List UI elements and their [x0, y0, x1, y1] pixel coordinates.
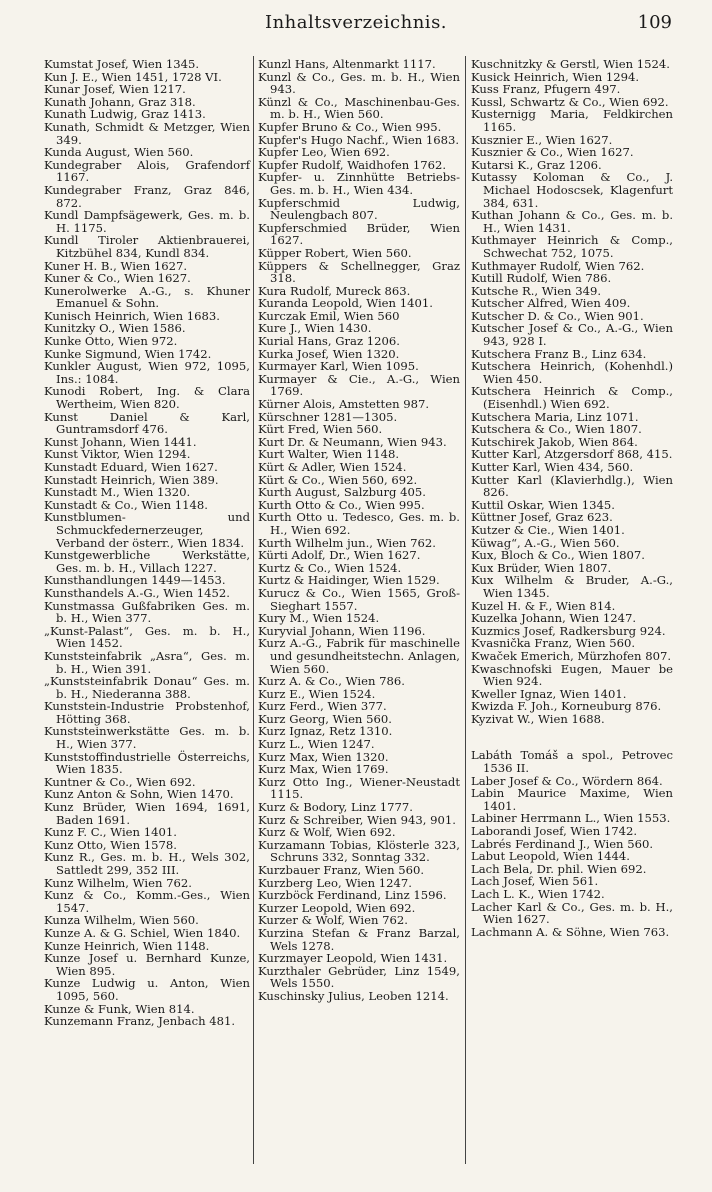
index-entry: Kurtz & Co., Wien 1524. — [258, 560, 402, 575]
index-entry: Kuss Franz, Pfugern 497. — [471, 82, 621, 97]
index-entry: Kunz F. C., Wien 1401. — [44, 825, 177, 840]
index-entry: Lach L. K., Wien 1742. — [471, 887, 605, 901]
index-entry: Kundl Tiroler Aktienbrauerei, Kitzbühel 834, Kundl 834. — [44, 233, 250, 260]
index-entry: Labrés Ferdinand J., Wien 560. — [471, 836, 654, 851]
index-entry: Kunstgewerbliche Werkstätte, Ges. m. b. H., Villach 1227. — [44, 548, 250, 575]
index-entry: Kyzivat W., Wien 1688. — [471, 711, 605, 726]
index-entry: Kurt Dr. & Neumann, Wien 943. — [258, 434, 447, 449]
index-entry: Lach Josef, Wien 561. — [471, 874, 599, 889]
index-entry: Labin Maurice Maxime, Wien 1401. — [471, 786, 673, 813]
index-entry: Kuttil Oskar, Wien 1345. — [471, 497, 615, 512]
index-entry: Kurmayer Karl, Wien 1095. — [258, 359, 419, 374]
index-entry: Kurzmayer Leopold, Wien 1431. — [258, 951, 448, 966]
index-entry: Kunz Wilhelm, Wien 762. — [44, 875, 192, 890]
index-entry: Kunstblumen- und Schmuckfedernerzeuger, Verband der österr., Wien 1834. — [44, 510, 250, 550]
index-entry: Kurial Hans, Graz 1206. — [258, 334, 400, 349]
index-entry: Kunze Heinrich, Wien 1148. — [44, 938, 210, 953]
index-entry: Kupfer Leo, Wien 692. — [258, 145, 390, 160]
index-entry: Kuntner & Co., Wien 692. — [44, 774, 196, 789]
index-entry: Kutsche R., Wien 349. — [471, 283, 602, 298]
index-entry: Kurz L., Wien 1247. — [258, 737, 375, 752]
index-entry: Kutschirek Jakob, Wien 864. — [471, 434, 638, 449]
index-entry: Kusznier E., Wien 1627. — [471, 132, 613, 147]
index-entry: Kux Brüder, Wien 1807. — [471, 560, 612, 575]
index-entry: Kunststoffindustrielle Österreichs, Wien 1835. — [44, 749, 250, 777]
index-entry: Kunze A. & G. Schiel, Wien 1840. — [44, 925, 241, 940]
index-entry: Kundegraber Alois, Grafendorf 1167. — [44, 157, 250, 185]
index-entry: Kutschera Heinrich & Comp., (Eisenhdl.) Wien 692. — [471, 384, 673, 412]
index-entry: Kurth Otto u. Tedesco, Ges. m. b. H., Wien 692. — [258, 510, 460, 537]
index-entry: Kürti Adolf, Dr., Wien 1627. — [258, 548, 421, 563]
index-entry: Kurz Georg, Wien 560. — [258, 711, 392, 726]
index-entry: Kutill Rudolf, Wien 786. — [471, 271, 612, 286]
index-entry: Kunath Johann, Graz 318. — [44, 94, 196, 109]
index-entry: Kusznier & Co., Wien 1627. — [471, 145, 634, 160]
index-entry: Kwaschnofski Eugen, Mauer be Wien 924. — [471, 661, 673, 689]
index-entry: Kunar Josef, Wien 1217. — [44, 82, 186, 97]
index-entry: Kusick Heinrich, Wien 1294. — [471, 69, 640, 84]
page-header — [0, 8, 712, 38]
index-entry: Kunstadt Eduard, Wien 1627. — [44, 460, 218, 474]
index-entry: Labiner Herrmann L., Wien 1553. — [471, 811, 671, 826]
index-entry: Kurz & Bodory, Linz 1777. — [258, 800, 413, 815]
index-entry: Kürt & Co., Wien 560, 692. — [258, 472, 418, 487]
index-entry: Kunz Otto, Wien 1578. — [44, 837, 177, 852]
index-entry: Kunz R., Ges. m. b. H., Wels 302, Sattledt 299, 352 III. — [44, 850, 250, 877]
index-entry: Kwizda F. Joh., Korneuburg 876. — [471, 699, 662, 714]
index-entry: Kweller Ignaz, Wien 1401. — [471, 686, 627, 701]
index-entry: Kurz & Wolf, Wien 692. — [258, 825, 396, 840]
index-entry: Kuzmics Josef, Radkersburg 924. — [471, 623, 666, 638]
index-entry: Kurz E., Wien 1524. — [258, 686, 376, 701]
index-entry: Kunke Otto, Wien 972. — [44, 334, 178, 349]
index-entry: Kvasnička Franz, Wien 560. — [471, 636, 636, 651]
index-entry: Kuthmayer Rudolf, Wien 762. — [471, 258, 645, 273]
index-entry: Kutzer & Cie., Wien 1401. — [471, 522, 625, 537]
index-entry: Kutter Karl, Atzgersdorf 868, 415. — [471, 447, 673, 462]
index-entry: Kunzl Hans, Altenmarkt 1117. — [258, 57, 436, 71]
index-entry: Kurzberg Leo, Wien 1247. — [258, 875, 412, 890]
index-entry: Küppers & Schellnegger, Graz 318. — [258, 258, 460, 286]
index-entry: Kura Rudolf, Mureck 863. — [258, 283, 411, 298]
index-entry: Kunst Daniel & Karl, Guntramsdorf 476. — [44, 409, 250, 437]
index-column-3 — [471, 58, 673, 938]
index-column-2 — [258, 58, 460, 1003]
index-entry: Kutarsi K., Graz 1206. — [471, 157, 602, 172]
index-entry: Kundegraber Franz, Graz 846, 872. — [44, 182, 250, 210]
index-entry: „Kunst-Palast“, Ges. m. b. H., Wien 1452. — [44, 623, 250, 651]
index-entry: Lach Bela, Dr. phil. Wien 692. — [471, 861, 647, 876]
index-entry: Kunze & Funk, Wien 814. — [44, 1001, 195, 1016]
index-entry: Kurz & Schreiber, Wien 943, 901. — [258, 812, 456, 827]
index-entry: Kupfer Rudolf, Waidhofen 1762. — [258, 157, 447, 172]
index-entry: Kunath Ludwig, Graz 1413. — [44, 107, 206, 122]
index-entry: Kunststeinfabrik „Asra“, Ges. m. b. H., Wien 391. — [44, 648, 250, 676]
index-entry: Labáth Tomáš a spol., Petrovec 1536 II. — [471, 748, 673, 776]
index-entry: Kundl Dampfsägewerk, Ges. m. b. H. 1175. — [44, 208, 250, 235]
index-entry: Kutschera Franz B., Linz 634. — [471, 346, 647, 361]
index-entry: Kunz Anton & Sohn, Wien 1470. — [44, 787, 234, 802]
index-entry: Kuzel H. & F., Wien 814. — [471, 598, 616, 613]
index-entry: Kurz A.-G., Fabrik für maschinelle und gesundheitstechn. Anlagen, Wien 560. — [258, 636, 460, 676]
index-entry: Kunst Johann, Wien 1441. — [44, 434, 197, 449]
index-entry: Kunza Wilhelm, Wien 560. — [44, 913, 199, 928]
index-entry: Kuryvial Johann, Wien 1196. — [258, 623, 426, 638]
index-entry: Kurzer Leopold, Wien 692. — [258, 900, 416, 915]
section-gap — [471, 725, 673, 749]
index-entry: Lacher Karl & Co., Ges. m. b. H., Wien 1627. — [471, 899, 673, 927]
index-entry: Kutter Karl (Klavierhdlg.), Wien 826. — [471, 472, 673, 500]
index-entry: Kurzthaler Gebrüder, Linz 1549, Wels 1550. — [258, 963, 460, 991]
index-entry: Kunstadt Heinrich, Wien 389. — [44, 472, 219, 487]
index-entry: Kurzer & Wolf, Wien 762. — [258, 913, 408, 928]
index-entry: „Kunststeinfabrik Donau“ Ges. m. b. H., Niederanna 388. — [44, 674, 250, 701]
index-entry: Kurth August, Salzburg 405. — [258, 485, 426, 500]
column-divider — [253, 56, 254, 1164]
index-entry: Künzl & Co., Maschinenbau-Ges. m. b. H., Wien 560. — [258, 94, 460, 122]
index-entry: Kunze Josef u. Bernhard Kunze, Wien 895. — [44, 951, 250, 978]
column-divider — [465, 56, 466, 1164]
index-entry: Kutassy Koloman & Co., J. Michael Hodoscsek, Klagenfurt 384, 631. — [471, 170, 673, 210]
index-entry: Kunstadt M., Wien 1320. — [44, 485, 191, 500]
index-entry: Küttner Josef, Graz 623. — [471, 510, 613, 525]
index-entry: Kunststein-Industrie Probstenhof, Hötting 368. — [44, 699, 250, 726]
index-entry: Kürschner 1281—1305. — [258, 409, 398, 424]
index-entry: Kürt & Adler, Wien 1524. — [258, 460, 407, 474]
index-entry: Kurz Max, Wien 1320. — [258, 749, 389, 764]
index-entry: Kupferschmid Ludwig, Neulengbach 807. — [258, 195, 460, 223]
index-entry: Kutscher Josef & Co., A.-G., Wien 943, 928 I. — [471, 321, 673, 349]
index-entry: Kuner H. B., Wien 1627. — [44, 258, 188, 273]
index-entry: Kuschnitzky & Gerstl, Wien 1524. — [471, 57, 670, 71]
index-entry: Kunitzky O., Wien 1586. — [44, 321, 186, 336]
index-entry: Küpper Robert, Wien 560. — [258, 245, 412, 260]
index-entry: Kurzina Stefan & Franz Barzal, Wels 1278. — [258, 925, 460, 953]
index-entry: Laber Josef & Co., Wördern 864. — [471, 773, 663, 788]
index-entry: Kutscher D. & Co., Wien 901. — [471, 308, 644, 323]
index-entry: Kurz Ignaz, Retz 1310. — [258, 724, 393, 739]
index-entry: Kussl, Schwartz & Co., Wien 692. — [471, 94, 669, 109]
index-entry: Kux Wilhelm & Bruder, A.-G., Wien 1345. — [471, 573, 673, 600]
index-entry: Kunath, Schmidt & Metzger, Wien 349. — [44, 119, 250, 147]
index-entry: Kupferschmied Brüder, Wien 1627. — [258, 220, 460, 248]
index-entry: Kutschera Heinrich, (Kohenhdl.) Wien 450. — [471, 359, 673, 386]
index-entry: Labut Leopold, Wien 1444. — [471, 849, 630, 864]
index-entry: Kurka Josef, Wien 1320. — [258, 346, 400, 361]
index-entry: Kunsthandels A.-G., Wien 1452. — [44, 585, 230, 600]
index-entry: Kunkler August, Wien 972, 1095, Ins.: 1084. — [44, 359, 250, 386]
index-entry: Kurt Walter, Wien 1148. — [258, 447, 400, 462]
index-entry: Kwaček Emerich, Mürzhofen 807. — [471, 648, 672, 663]
index-entry: Kuranda Leopold, Wien 1401. — [258, 296, 433, 311]
index-entry: Kurz A. & Co., Wien 786. — [258, 674, 405, 689]
index-entry: Kunstmassa Gußfabriken Ges. m. b. H., Wien 377. — [44, 598, 250, 626]
index-entry: Kurzamann Tobias, Klösterle 323, Schruns 332, Sonntag 332. — [258, 837, 460, 865]
index-entry: Kurz Max, Wien 1769. — [258, 762, 389, 777]
index-entry: Kunke Sigmund, Wien 1742. — [44, 346, 212, 361]
index-entry: Kury M., Wien 1524. — [258, 611, 380, 626]
index-entry: Küwag“, A.-G., Wien 560. — [471, 535, 620, 550]
index-entry: Kunz & Co., Komm.-Ges., Wien 1547. — [44, 888, 250, 915]
index-entry: Kuthan Johann & Co., Ges. m. b. H., Wien 1431. — [471, 208, 673, 235]
index-entry: Kunerolwerke A.-G., s. Khuner Emanuel & Sohn. — [44, 283, 250, 311]
index-entry: Kunzemann Franz, Jenbach 481. — [44, 1014, 236, 1029]
index-entry: Kurz Otto Ing., Wiener-Neustadt 1115. — [258, 774, 460, 802]
index-entry: Kunisch Heinrich, Wien 1683. — [44, 308, 220, 323]
index-entry: Kunststeinwerkstätte Ges. m. b. H., Wien 377. — [44, 724, 250, 752]
index-entry: Kürt Fred, Wien 560. — [258, 422, 383, 437]
index-entry: Kutschera Maria, Linz 1071. — [471, 409, 639, 424]
index-entry: Kunst Viktor, Wien 1294. — [44, 447, 191, 462]
index-entry: Kurucz & Co., Wien 1565, Groß-Sieghart 1557. — [258, 585, 460, 613]
index-entry: Kurczak Emil, Wien 560 — [258, 308, 400, 323]
index-entry: Kurth Otto & Co., Wien 995. — [258, 497, 425, 512]
index-entry: Kurzbauer Franz, Wien 560. — [258, 863, 425, 877]
index-entry: Kürner Alois, Amstetten 987. — [258, 397, 430, 412]
index-entry: Kurth Wilhelm jun., Wien 762. — [258, 535, 436, 550]
index-entry: Kuthmayer Heinrich & Comp., Schwechat 752, 1075. — [471, 233, 673, 260]
index-entry: Kure J., Wien 1430. — [258, 321, 372, 336]
index-entry: Kuzelka Johann, Wien 1247. — [471, 611, 637, 626]
index-entry: Kurtz & Haidinger, Wien 1529. — [258, 573, 440, 588]
index-entry: Kunze Ludwig u. Anton, Wien 1095, 560. — [44, 976, 250, 1003]
index-entry: Kupfer's Hugo Nachf., Wien 1683. — [258, 132, 460, 147]
index-entry: Kumstat Josef, Wien 1345. — [44, 57, 200, 71]
index-entry: Kutter Karl, Wien 434, 560. — [471, 460, 634, 474]
index-entry: Kun J. E., Wien 1451, 1728 VI. — [44, 69, 222, 84]
index-entry: Kutscher Alfred, Wien 409. — [471, 296, 631, 311]
index-entry: Kusternigg Maria, Feldkirchen 1165. — [471, 107, 673, 134]
page-title: Inhaltsverzeichnis. — [264, 12, 448, 33]
index-entry: Lachmann A. & Söhne, Wien 763. — [471, 924, 670, 939]
index-entry: Kuner & Co., Wien 1627. — [44, 271, 191, 286]
index-entry: Kux, Bloch & Co., Wien 1807. — [471, 548, 645, 563]
index-entry: Kunda August, Wien 560. — [44, 145, 194, 160]
index-entry: Kupfer Bruno & Co., Wien 995. — [258, 119, 442, 134]
page-number: 109 — [637, 12, 672, 33]
index-entry: Kurz Ferd., Wien 377. — [258, 699, 387, 714]
index-entry: Kunodi Robert, Ing. & Clara Wertheim, Wien 820. — [44, 384, 250, 412]
index-entry: Kuschinsky Julius, Leoben 1214. — [258, 988, 449, 1003]
index-entry: Kunz Brüder, Wien 1694, 1691, Baden 1691. — [44, 800, 250, 827]
index-entry: Kutschera & Co., Wien 1807. — [471, 422, 642, 437]
index-entry: Laborandi Josef, Wien 1742. — [471, 824, 638, 839]
index-column-1 — [44, 58, 250, 1028]
index-entry: Kunzl & Co., Ges. m. b. H., Wien 943. — [258, 69, 460, 97]
index-entry: Kupfer- u. Zinnhütte Betriebs-Ges. m. b. H., Wien 434. — [258, 170, 460, 197]
index-entry: Kunsthandlungen 1449—1453. — [44, 573, 226, 588]
index-entry: Kurzböck Ferdinand, Linz 1596. — [258, 888, 447, 903]
index-entry: Kurmayer & Cie., A.-G., Wien 1769. — [258, 371, 460, 399]
index-entry: Kunstadt & Co., Wien 1148. — [44, 497, 208, 512]
